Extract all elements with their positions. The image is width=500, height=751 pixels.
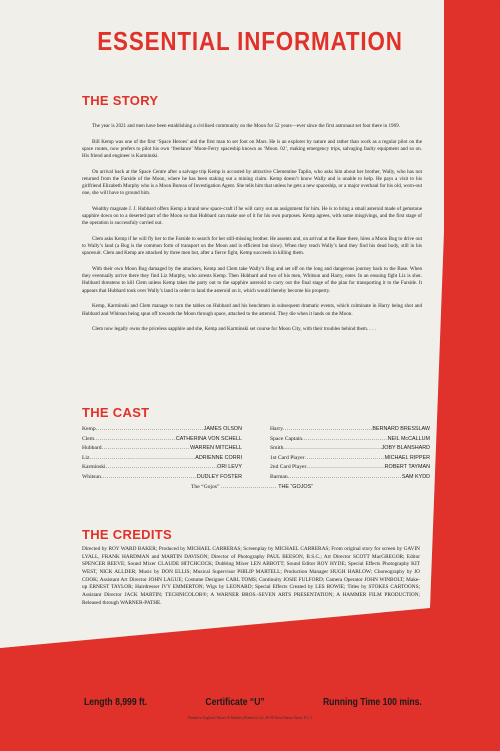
dot-leader <box>283 425 372 435</box>
cast-row <box>82 463 242 473</box>
story-paragraph: Wealthy magnate J. J. Hubbard offers Kemp a brand new space-craft if he will carry out an assignment for him. He is to bring a small asteroid made of gemstone sapphire down on to a deserted part of the Moon so that Hubbard can make use of it for his own purposes. Kemp agrees, with some misgivings, and the first stage of the operation is successfuly carried out. <box>82 205 422 227</box>
cast-heading: THE CAST <box>82 405 150 420</box>
cast-actor: CATHERINA VON SCHELL <box>175 435 242 442</box>
cast-actor: DUDLEY FOSTER <box>196 473 242 480</box>
story-paragraph: Clem asks Kemp if he will fly her to the Farside to search for her still-missing brother. He assents and, on arrival at the Base there, hires a Moon Bug to drive out to Wally’s land (a Bug is the common form of transport on the Moon and is efficient but slow). When they reach Wally’s land they find his dead body, still in his spacesuit. Clem and Kemp are attacked by three men but, after a fierce fight, Kemp succeeds in killing them. <box>82 235 422 257</box>
cast-row <box>270 435 430 445</box>
cast-row <box>82 473 242 483</box>
cast-row <box>82 454 242 464</box>
film-length: Length 8,999 ft. <box>84 696 148 708</box>
dot-leader <box>102 444 191 454</box>
cast-role: Smith <box>270 445 284 452</box>
cast-actor: NEIL McCALLUM <box>387 435 430 442</box>
story-paragraph: The year is 2021 and men have been establishing a civilised community on the Moon for 52 years—ever since the first astronaut set foot there in 1969. <box>92 123 400 129</box>
dot-leader: ............................ <box>220 484 277 490</box>
story-paragraph: With their own Moon Bug damaged by the attackers, Kemp and Clem take Wally’s Bug and set off on the long and dangerous journey back to the Base. When they eventually arrive there they find Liz Murphy, who arrests Kemp. Then Hubbard and two of his men, Whitsun and Harry, enter. In an ensuing fight Liz is shot. Hubbard threatens to kill Clem unless Kemp takes the party out to the sapphire asteroid to carry out the final stage of the plan for transporting it to the Farside. It appears that Hubbard took over Wally’s land in order to land the asteroid on it, which would thereby become his property. <box>82 266 422 294</box>
cast-role: Harry <box>270 426 284 432</box>
cast-row <box>270 444 430 454</box>
cast-role: Barman <box>270 473 288 480</box>
film-certificate: Certificate “U” <box>205 696 265 708</box>
cast-role: Whitsun <box>82 473 101 480</box>
cast-actor: ADRIENNE CORRI <box>195 454 242 461</box>
cast-role: Hubbard <box>82 445 102 452</box>
cast-row <box>270 454 430 464</box>
dot-leader <box>106 463 218 473</box>
dot-leader <box>101 473 197 483</box>
dot-leader <box>94 435 176 445</box>
cast-role: Liz <box>82 454 90 461</box>
dot-leader <box>89 454 195 464</box>
cast-role: The “Gojos” <box>191 484 220 490</box>
cast-row <box>270 425 430 435</box>
story-paragraph: On arrival back at the Space Centre after a salvage trip Kemp is accosted by attractive Clementine Taplin, who asks him about her brother, Wally, who has not returned from the Farside of the Moon, where he has been staking out a mining claim. Kemp doesn’t know Wally and is unable to help. He pays a visit to his girlfriend Elizabeth Murphy who is a Moon Bureau of Investigation Agent. She tells him that unless he gets a new spaceship, or a major overhaul for his old, worn-out one, she will have to ground him. <box>82 168 422 197</box>
story-paragraph: Clem now legally owns the priceless sapphire and she, Kemp and Karminski set course for Moon City, with their troubles behind them. . . . <box>92 326 376 333</box>
film-stats-bar <box>84 696 422 708</box>
cast-row <box>270 463 430 473</box>
cast-row <box>82 444 242 454</box>
cast-role: Kemp <box>82 426 96 432</box>
cast-actor: MICHAEL RIPPER <box>384 454 430 461</box>
credits-heading: THE CREDITS <box>82 527 172 542</box>
cast-actor: JAMES OLSON <box>203 426 242 432</box>
cast-actor: THE “GOJOS” <box>278 484 313 490</box>
story-paragraph: Kemp, Karminski and Clem manage to turn the tables on Hubbard and his henchmen in subsequent dramatic events, which culminate in Harry being shot and Hubbard and Whitsun being spun off towards the Moon through space, attached to the asteroid. They die when it lands on the Moon. <box>82 303 422 317</box>
story-body <box>82 123 422 342</box>
cast-row-gojos <box>82 483 422 493</box>
dot-leader <box>306 463 384 473</box>
cast-actor: ORI LEVY <box>217 464 242 471</box>
cast-actor: JOBY BLANSHARD <box>381 445 430 452</box>
cast-row <box>82 425 242 435</box>
cast-column-right <box>270 425 430 483</box>
cast-actor: WARREN MITCHELL <box>190 445 242 452</box>
dot-leader <box>302 435 388 445</box>
cast-role: 1st Card Player <box>270 454 305 461</box>
cast-actor: ROBERT TAYMAN <box>384 464 430 471</box>
film-running-time: Running Time 100 mins. <box>322 696 422 708</box>
story-paragraph: Bill Kemp was one of the first ‘Space Heroes’ and the first man to set foot on Mars. He is an explorer by nature and rather than work as a regular pilot on the space routes, now prefers to pilot his own ‘freelance’ Moon-Ferry spaceship known as ‘Moon. 02’, making emergency trips, salvaging faulty equipment and so on. His friend and engineer is Karminski. <box>82 138 422 160</box>
credits-body: Directed by ROY WARD BAKER; Produced by MICHAEL CARRERAS; Screenplay by MICHAEL CARRERAS; From original story for screen by GAVIN LYALL, FRANK HARDMAN and MARTIN DAVISON; Director of Photography PAUL BEESON, B.S.C.; Art Director SCOTT MacGREGOR; Editor SPENCER REEVE; Sound Mixer CLAUDE HITCHCOCK; Dubbing Mixer LEN ABBOTT; Sound Editor ROY HYDE; Special Effects Photography KIT WEST, NICK ALLDER; Music by DON ELLIS; Musical Supervisor PHILIP MARTELL; Production Manager HUGH HARLOW; Choreography by JO COOK; Assistant Art Director JOHN LAGUE; Costume Designer CARL TOMS; Continuity JOSIE FULFORD; Camera Operator JOHN WINBOLT; Make-up ERNEST TAYLOR; Hairdresser IVY EMMERTON; Wigs by LEONARD; Special Effects Created by LES BOWIE; Titles by STOKES CARTOONS; Assistant Director JACK MARTIN; TECHNICOLOR®; A WARNER BROS.-SEVEN ARTS PRESENTATION; A HAMMER FILM PRODUCTION; Released through WARNER-PATHE. <box>82 546 420 606</box>
story-heading: THE STORY <box>82 93 159 108</box>
cast-row <box>270 473 430 483</box>
page-title: ESSENTIAL INFORMATION <box>97 26 403 56</box>
cast-role: 2nd Card Player <box>270 464 307 471</box>
printer-imprint: Printed in England: Moore & Matthes (Printers) Ltd., 36-38 Great Sutton Street, E.C.1 <box>187 716 313 720</box>
cast-actor: BERNARD BRESSLAW <box>372 426 430 432</box>
cast-actor: SAM KYDD <box>401 473 430 480</box>
cast-role: Space Captain <box>270 435 303 442</box>
cast-role: Karminski <box>82 464 106 471</box>
cast-column-left <box>82 425 242 483</box>
cast-role: Clem <box>82 435 95 442</box>
dot-leader <box>305 454 385 464</box>
cast-row <box>82 435 242 445</box>
dot-leader <box>288 473 402 483</box>
dot-leader <box>283 444 381 454</box>
dot-leader <box>96 425 204 435</box>
